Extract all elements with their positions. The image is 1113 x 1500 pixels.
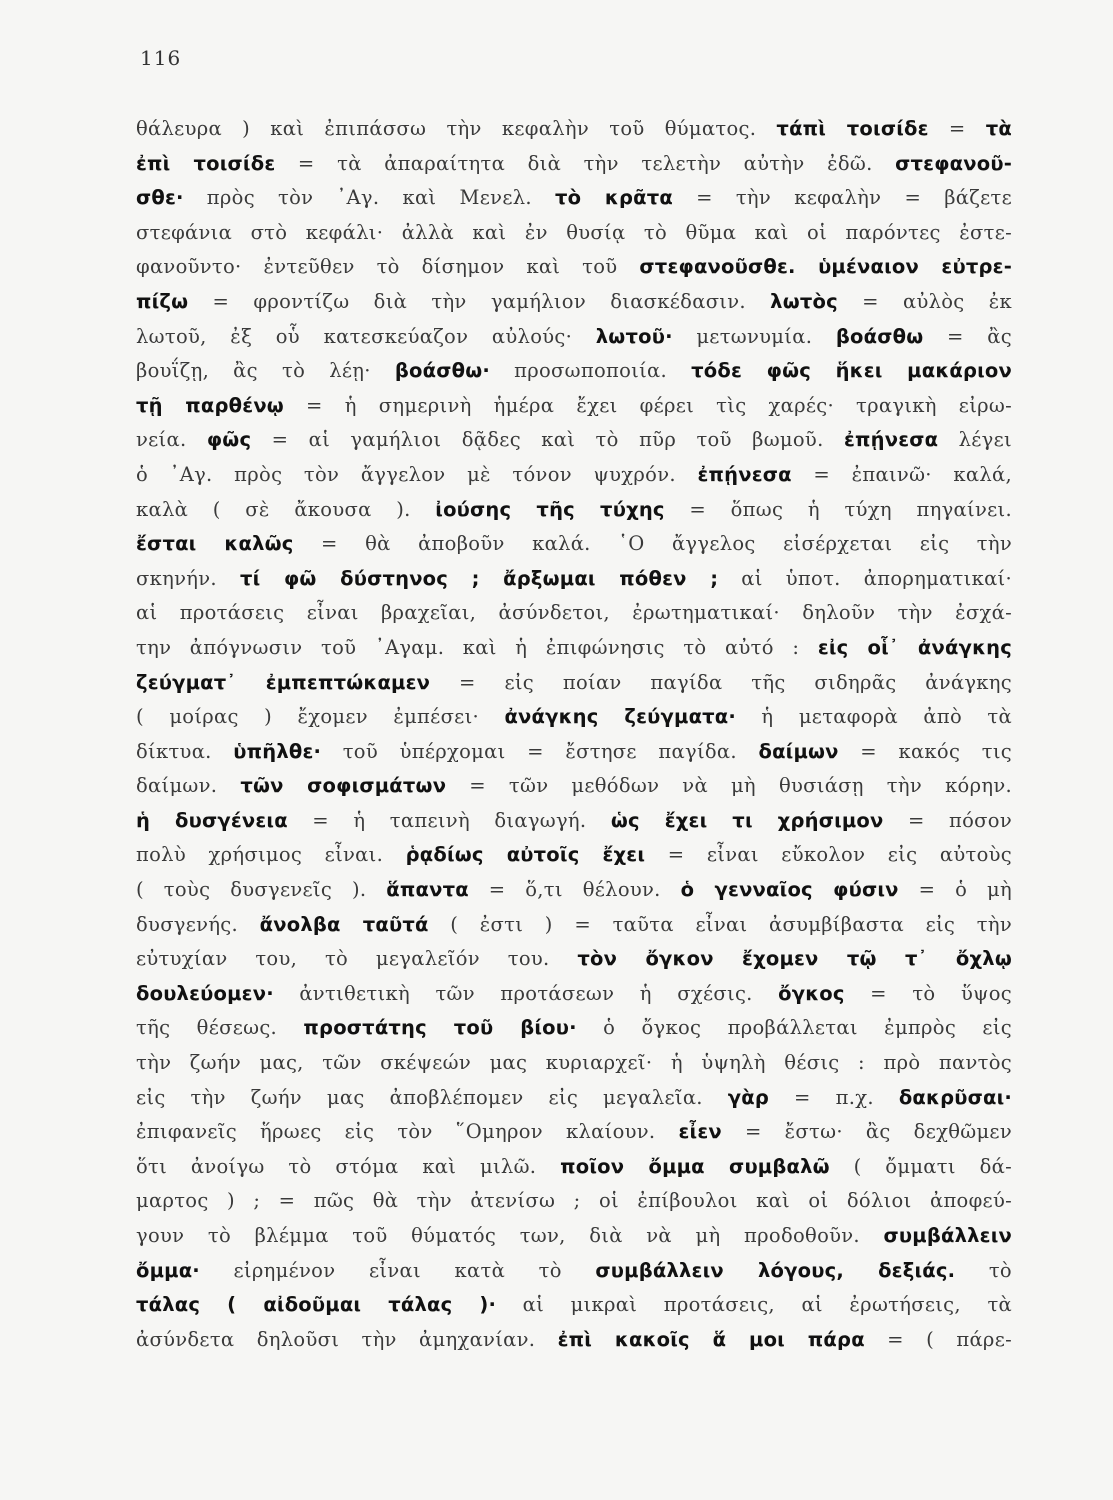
bold-lemma: δουλεύομεν· [136,981,274,1005]
commentary-segment: δαίμων. [136,774,241,798]
bold-lemma: ἐπὶ κακοῖς ἅ μοι πάρα [557,1327,865,1351]
commentary-segment: = τὰ ἀπαραίτητα διὰ τὴν τελετὴν αὐτὴν ἐδῶ. [275,151,896,175]
text-line [136,1184,1012,1219]
commentary-segment: φανοῦντο· ἐντεῦθεν τὸ δίσημον καὶ τοῦ [136,255,640,279]
bold-lemma: βοάσθω· [394,359,490,383]
bold-lemma: ποῖον ὄμμα συμβαλῶ [560,1154,830,1178]
commentary-segment: ἐπιφανεῖς ἥρωες εἰς τὸν ῞Ομηρον κλαίουν. [136,1120,679,1144]
bold-lemma: ἔσται καλῶς [136,532,294,556]
bold-lemma: ἡ δυσγένεια [136,808,288,832]
commentary-segment: ὁ ὄγκος προβάλλεται ἐμπρὸς εἰς [576,1016,1012,1040]
commentary-segment: τὴν ζωήν μας, τῶν σκέψεών μας κυριαρχεῖ· ἡ ὑψηλὴ θέσις : πρὸ παντὸς [136,1051,1012,1075]
text-line [136,147,1012,182]
commentary-segment: = ὁ μὴ [898,878,1012,902]
text-line [136,942,1012,977]
text-line [136,1254,1012,1289]
text-line [136,1115,1012,1150]
commentary-segment: ( ὄμματι δά- [829,1154,1012,1178]
commentary-segment: ὁ ᾿Αγ. πρὸς τὸν ἄγγελον μὲ τόνον ψυχρόν. [136,462,698,486]
commentary-segment: την ἀπόγνωσιν τοῦ ᾿Αγαμ. καὶ ἡ ἐπιφώνησις τὸ αὐτό : [136,635,818,659]
commentary-segment: τὸ [955,1258,1012,1282]
commentary-segment: εἰς τὴν ζωήν μας ἀποβλέπομεν εἰς μεγαλεῖα. [136,1085,728,1109]
commentary-segment: ἀσύνδετα δηλοῦσι τὴν ἀμηχανίαν. [136,1327,558,1351]
commentary-segment: = αἱ γαμήλιοι δᾷδες καὶ τὸ πῦρ τοῦ βωμοῦ. [251,428,844,452]
text-line [136,320,1012,355]
commentary-segment: μαρτος ) ; = πῶς θὰ τὴν ἀτενίσω ; οἱ ἐπίβουλοι καὶ οἱ δόλιοι ἀποφεύ- [136,1189,1012,1213]
text-line [136,181,1012,216]
commentary-segment: θάλευρα ) καὶ ἐπιπάσσω τὴν κεφαλὴν τοῦ θύματος. [136,117,777,140]
text-line [136,1219,1012,1254]
bold-lemma: πίζω [136,289,189,313]
commentary-segment: στεφάνια στὸ κεφάλι· ἀλλὰ καὶ ἐν θυσίᾳ τὸ θῦμα καὶ οἱ παρόντες ἐστε- [136,220,1012,244]
commentary-segment: = ὅ,τι θέλουν. [468,878,681,902]
commentary-segment: = αὐλὸς ἐκ [837,289,1012,313]
bold-lemma: συμβάλλειν [883,1224,1012,1247]
commentary-segment: = πόσον [883,808,1012,832]
bold-lemma: τὸ κρᾶτα [555,186,673,210]
bold-lemma: τὰ [985,117,1012,140]
commentary-segment: ἀντιθετικὴ τῶν προτάσεων ἡ σχέσις. [273,981,779,1005]
text-line [136,700,1012,735]
commentary-segment: εἰρημένον εἶναι κατὰ τὸ [199,1258,596,1282]
bold-lemma: συμβάλλειν λόγους, δεξιάς. [595,1258,956,1282]
text-line [136,735,1012,770]
commentary-segment: πολὺ χρήσιμος εἶναι. [136,843,406,867]
commentary-segment: μετωνυμία. [672,324,836,348]
commentary-segment: = ἔστω· ἂς δεχθῶμεν [721,1120,1012,1144]
commentary-segment: εὐτυχίαν του, τὸ μεγαλεῖόν του. [136,947,578,971]
bold-lemma: τὸν ὄγκον ἔχομεν τῷ τ᾿ ὄχλῳ [577,947,1012,971]
bold-lemma: τόδε φῶς ἥκει μακάριον [691,359,1012,383]
bold-lemma: ὄμμα· [136,1258,200,1282]
commentary-segment: = ἐπαινῶ· καλά, [791,462,1012,486]
commentary-segment: = τὴν κεφαλὴν = βάζετε [672,186,1012,210]
commentary-segment: = τὸ ὕψος [844,981,1012,1005]
commentary-segment: = ἂς [923,324,1012,348]
bold-lemma: εἶεν [678,1120,722,1144]
bold-lemma: ἐπὶ τοισίδε [136,151,276,175]
commentary-segment: ( μοίρας ) ἔχομεν ἐμπέσει· [136,705,505,729]
commentary-segment: λωτοῦ, ἐξ οὗ κατεσκεύαζον αὐλούς· [136,324,596,348]
bold-lemma: εἰς οἷ᾿ ἀνάγκης [817,635,1012,659]
bold-lemma: ὑπῆλθε· [233,739,322,763]
bold-lemma: γὰρ [727,1085,770,1109]
commentary-segment: δίκτυα. [136,739,234,763]
text-line [136,458,1012,493]
bold-lemma: λωτοῦ· [595,324,673,348]
text-line [136,423,1012,458]
text-line [136,631,1012,666]
text-line [136,285,1012,320]
commentary-segment: γουν τὸ βλέμμα τοῦ θύματός των, διὰ νὰ μὴ προδοθοῦν. [136,1224,884,1247]
text-line [136,1150,1012,1185]
commentary-segment: δυσγενής. [136,912,260,936]
commentary-segment: ἡ μεταφορὰ ἀπὸ τὰ [736,705,1012,729]
commentary-segment: καλὰ ( σὲ ἄκουσα ). [136,497,436,521]
bold-lemma: βοάσθω [835,324,924,348]
text-line [136,804,1012,839]
bold-lemma: ὄγκος [778,981,845,1005]
text-line [136,1011,1012,1046]
text-line [136,666,1012,701]
commentary-segment: = τῶν μεθόδων νὰ μὴ θυσιάσῃ τὴν κόρην. [446,774,1012,798]
text-line [136,562,1012,597]
commentary-segment: πρὸς τὸν ᾿Αγ. καὶ Μενελ. [183,186,556,210]
bold-lemma: σθε· [136,186,184,210]
bold-lemma: ὁ γενναῖος φύσιν [680,878,899,902]
commentary-segment: = [928,117,986,140]
bold-lemma: τάλας ( αἰδοῦμαι τάλας )· [136,1293,497,1317]
commentary-segment: ( τοὺς δυσγενεῖς ). [136,878,387,902]
text-line [136,1081,1012,1116]
bold-lemma: δαίμων [758,739,839,763]
commentary-segment: = εἰς ποίαν παγίδα τῆς σιδηρᾶς ἀνάγκης [430,670,1012,694]
commentary-segment: ὅτι ἀνοίγω τὸ στόμα καὶ μιλῶ. [136,1154,561,1178]
text-line [136,389,1012,424]
commentary-segment: αἱ προτάσεις εἶναι βραχεῖαι, ἀσύνδετοι, ἐρωτηματικαί· δηλοῦν τὴν ἐσχά- [136,601,1012,625]
commentary-segment: νεία. [136,428,207,452]
bold-lemma: ἀνάγκης ζεύγματα· [504,705,737,729]
commentary-segment: = ἡ σημερινὴ ἡμέρα ἔχει φέρει τὶς χαρές· τραγικὴ εἰρω- [283,393,1012,417]
text-line [136,527,1012,562]
bold-lemma: ἐπῄνεσα [697,462,792,486]
commentary-text [136,112,1012,1357]
bold-lemma: ἐπῄνεσα [843,428,939,452]
text-line [136,493,1012,528]
bold-lemma: στεφανοῦ- [895,151,1012,175]
text-line [136,112,1012,147]
commentary-segment: = εἶναι εὔκολον εἰς αὐτοὺς [645,843,1012,867]
text-line [136,596,1012,631]
text-line [136,1288,1012,1323]
bold-lemma: φῶς [206,428,252,452]
text-line [136,838,1012,873]
text-line [136,1046,1012,1081]
bold-lemma: δακρῦσαι· [898,1085,1012,1109]
text-line [136,354,1012,389]
page-number: 116 [140,46,182,70]
bold-lemma: λωτὸς [770,289,838,313]
bold-lemma: ἄνολβα ταῦτά [259,912,429,936]
commentary-segment: = ὅπως ἡ τύχη πηγαίνει. [664,497,1012,521]
commentary-segment: = ( πάρε- [864,1327,1012,1351]
commentary-segment: βουΐζῃ, ἂς τὸ λέῃ· [136,359,395,383]
bold-lemma: τί φῶ δύστηνος ; ἄρξωμαι πόθεν ; [239,566,719,590]
commentary-segment: = ἡ ταπεινὴ διαγωγή. [287,808,611,832]
text-line [136,977,1012,1012]
bold-lemma: τῶν σοφισμάτων [240,774,447,798]
commentary-segment: τοῦ ὑπέρχομαι = ἔστησε παγίδα. [321,739,759,763]
commentary-segment: τῆς θέσεως. [136,1016,304,1040]
bold-lemma: ὡς ἔχει τι χρήσιμον [610,808,884,832]
commentary-segment: ( ἐστι ) = ταῦτα εἶναι ἀσυμβίβαστα εἰς τὴν [428,912,1012,936]
commentary-segment: αἱ ὑποτ. ἀπορηματικαί· [718,566,1012,590]
bold-lemma: τῇ παρθένῳ [136,393,284,417]
commentary-segment: προσωποποιία. [489,359,692,383]
commentary-segment: αἱ μικραὶ προτάσεις, αἱ ἐρωτήσεις, τὰ [496,1293,1012,1317]
commentary-segment: = π.χ. [769,1085,899,1109]
commentary-segment: = θὰ ἀποβοῦν καλά. ῾Ο ἄγγελος εἰσέρχεται εἰς τὴν [293,532,1012,556]
bold-lemma: τάπὶ τοισίδε [776,117,929,140]
bold-lemma: ἰούσης τῆς τύχης [435,497,665,521]
bold-lemma: προστάτης τοῦ βίου· [303,1016,577,1040]
text-line [136,873,1012,908]
text-line [136,250,1012,285]
text-line [136,769,1012,804]
bold-lemma: ζεύγματ᾿ ἐμπεπτώκαμεν [136,670,431,694]
commentary-segment: λέγει [938,428,1012,452]
text-line [136,216,1012,251]
bold-lemma: ῥᾳδίως αὐτοῖς ἔχει [405,843,646,867]
bold-lemma: στεφανοῦσθε. ὑμέναιον εὐτρε- [639,255,1012,279]
commentary-segment: σκηνήν. [136,566,240,590]
bold-lemma: ἅπαντα [386,878,469,902]
text-line [136,1323,1012,1358]
commentary-segment: = κακός τις [838,739,1012,763]
commentary-segment: = φροντίζω διὰ τὴν γαμήλιον διασκέδασιν. [188,289,771,313]
text-line [136,908,1012,943]
